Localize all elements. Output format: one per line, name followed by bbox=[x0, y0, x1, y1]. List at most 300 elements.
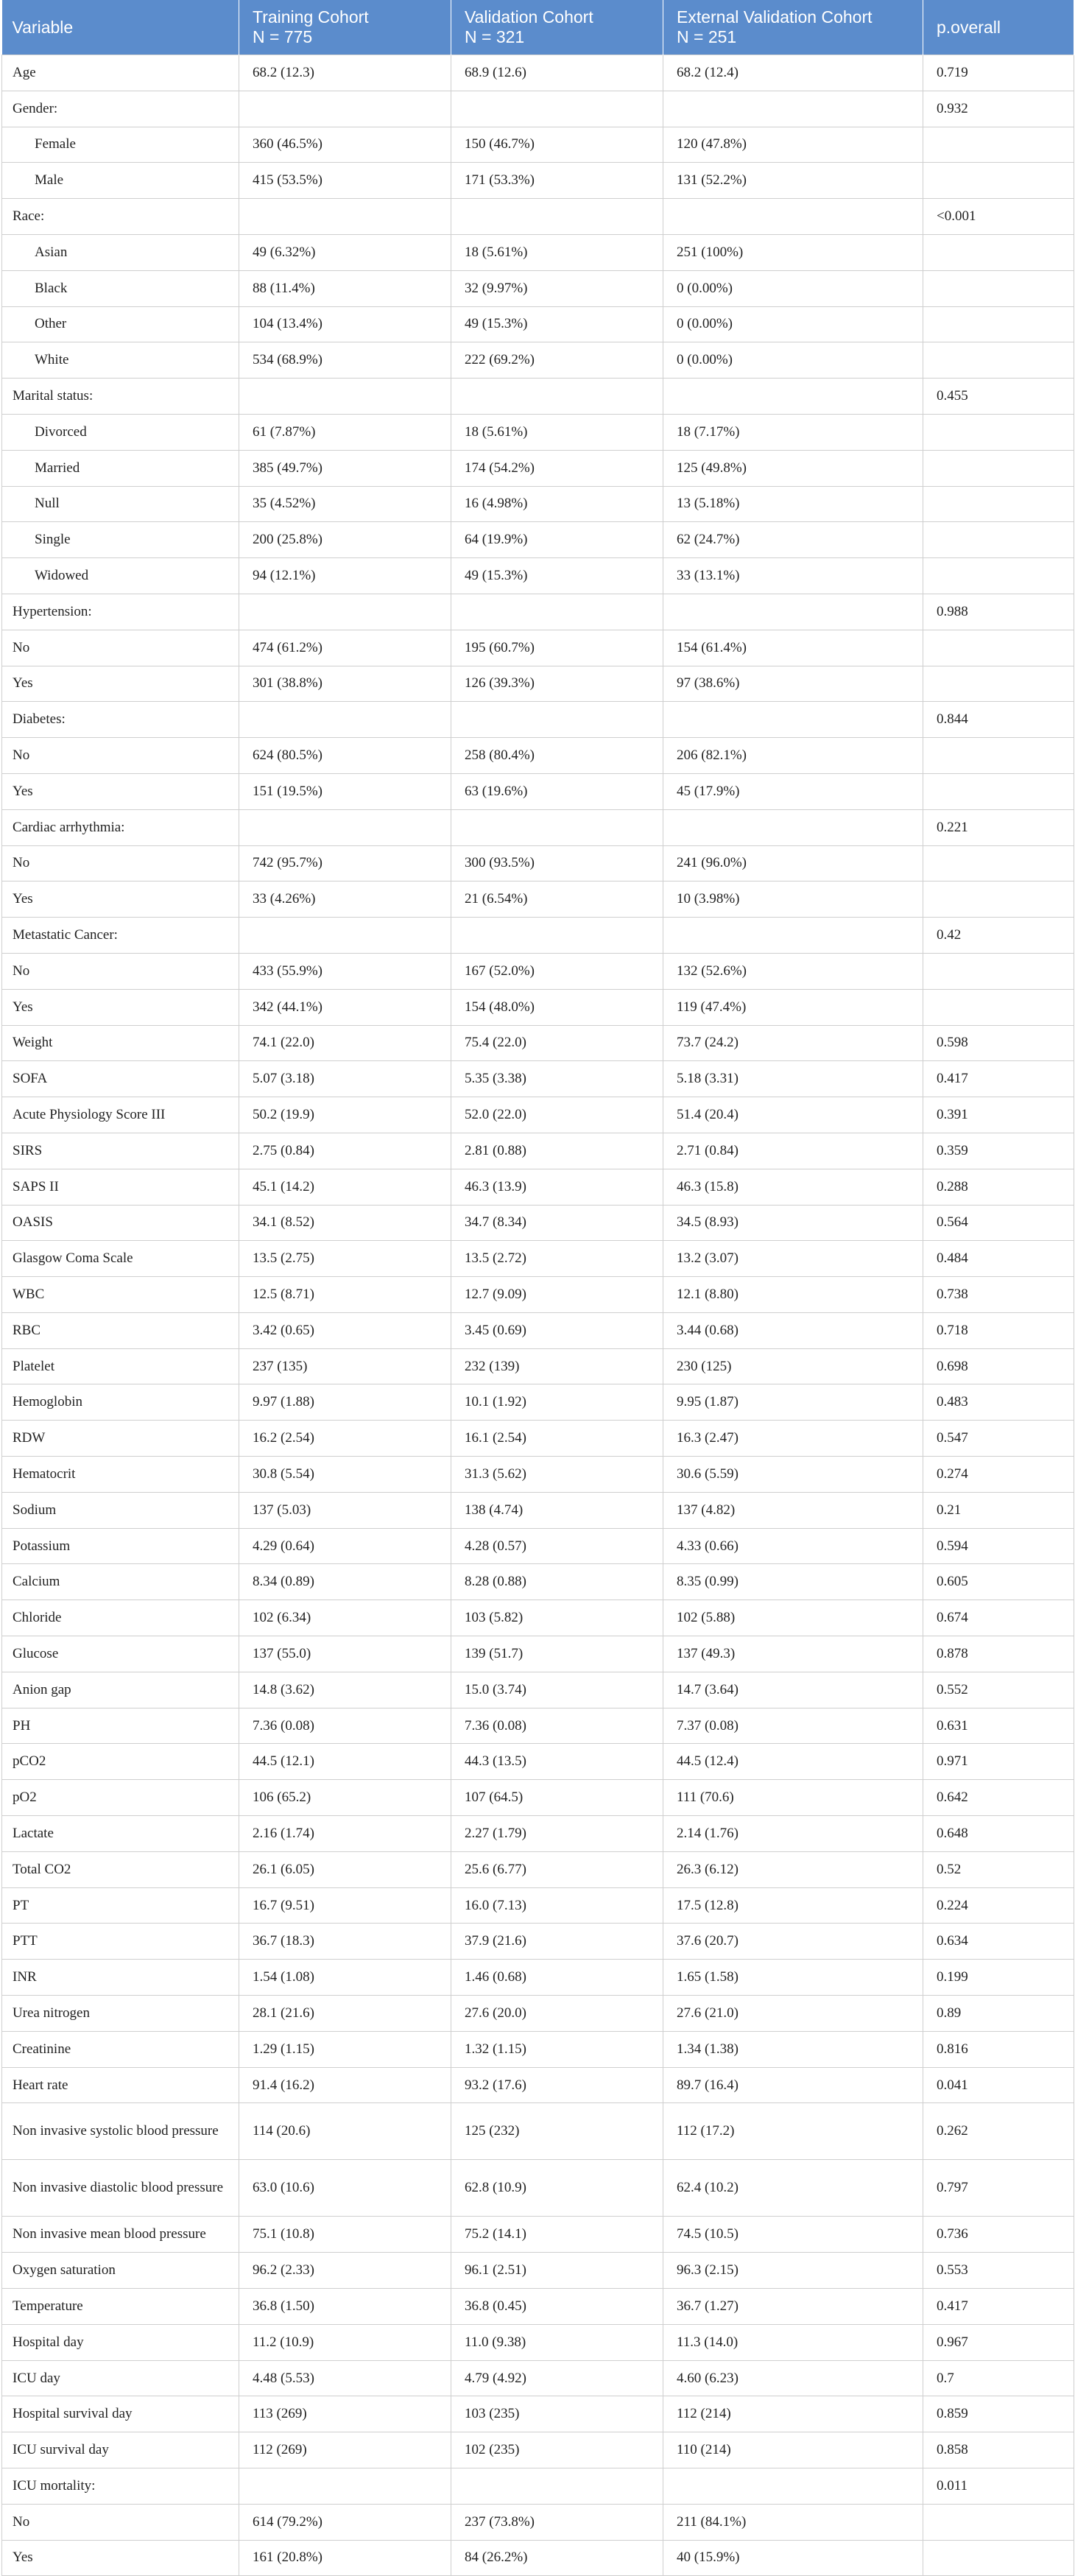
external-cell: 36.7 (1.27) bbox=[663, 2289, 923, 2325]
external-cell: 132 (52.6%) bbox=[663, 953, 923, 989]
variable-cell: Acute Physiology Score III bbox=[2, 1097, 239, 1133]
validation-cell: 36.8 (0.45) bbox=[451, 2289, 663, 2325]
p-value-cell: 0.598 bbox=[923, 1025, 1074, 1061]
p-value-cell bbox=[923, 630, 1074, 666]
external-cell: 251 (100%) bbox=[663, 234, 923, 270]
table-row bbox=[2, 486, 1074, 522]
p-value-cell bbox=[923, 486, 1074, 522]
training-cell bbox=[239, 918, 451, 954]
table-row bbox=[2, 1277, 1074, 1313]
training-cell: 14.8 (3.62) bbox=[239, 1672, 451, 1708]
p-value-cell: 0.858 bbox=[923, 2432, 1074, 2468]
p-value-cell: 0.21 bbox=[923, 1492, 1074, 1528]
validation-cell bbox=[451, 594, 663, 630]
p-value-cell: 0.455 bbox=[923, 379, 1074, 415]
table-row bbox=[2, 2324, 1074, 2360]
variable-cell: ICU survival day bbox=[2, 2432, 239, 2468]
table-row bbox=[2, 163, 1074, 199]
training-cell: 112 (269) bbox=[239, 2432, 451, 2468]
variable-cell: Single bbox=[2, 522, 239, 558]
variable-cell: Yes bbox=[2, 2540, 239, 2576]
external-cell: 3.44 (0.68) bbox=[663, 1312, 923, 1348]
table-row bbox=[2, 630, 1074, 666]
external-cell: 110 (214) bbox=[663, 2432, 923, 2468]
validation-cell: 167 (52.0%) bbox=[451, 953, 663, 989]
external-cell: 27.6 (21.0) bbox=[663, 1996, 923, 2032]
validation-cell: 1.32 (1.15) bbox=[451, 2031, 663, 2067]
table-row bbox=[2, 127, 1074, 163]
p-value-cell: 0.262 bbox=[923, 2103, 1074, 2160]
validation-cell: 300 (93.5%) bbox=[451, 845, 663, 881]
external-cell: 120 (47.8%) bbox=[663, 127, 923, 163]
training-cell: 49 (6.32%) bbox=[239, 234, 451, 270]
external-cell: 2.71 (0.84) bbox=[663, 1133, 923, 1169]
validation-cell: 171 (53.3%) bbox=[451, 163, 663, 199]
table-row bbox=[2, 1672, 1074, 1708]
external-cell: 73.7 (24.2) bbox=[663, 1025, 923, 1061]
variable-cell: pO2 bbox=[2, 1780, 239, 1816]
external-cell: 74.5 (10.5) bbox=[663, 2217, 923, 2253]
p-value-cell bbox=[923, 234, 1074, 270]
p-value-cell: 0.631 bbox=[923, 1708, 1074, 1744]
validation-cell bbox=[451, 379, 663, 415]
training-cell: 94 (12.1%) bbox=[239, 558, 451, 594]
external-cell: 68.2 (12.4) bbox=[663, 55, 923, 91]
validation-cell: 75.2 (14.1) bbox=[451, 2217, 663, 2253]
p-value-cell: 0.483 bbox=[923, 1384, 1074, 1421]
training-cell bbox=[239, 379, 451, 415]
validation-cell: 2.27 (1.79) bbox=[451, 1816, 663, 1852]
training-cell: 137 (5.03) bbox=[239, 1492, 451, 1528]
external-cell: 102 (5.88) bbox=[663, 1600, 923, 1636]
training-cell: 91.4 (16.2) bbox=[239, 2067, 451, 2103]
table-row bbox=[2, 55, 1074, 91]
table-row bbox=[2, 738, 1074, 774]
external-cell bbox=[663, 199, 923, 235]
training-cell bbox=[239, 199, 451, 235]
external-cell: 131 (52.2%) bbox=[663, 163, 923, 199]
training-cell bbox=[239, 91, 451, 127]
variable-cell: Male bbox=[2, 163, 239, 199]
p-value-cell: 0.288 bbox=[923, 1169, 1074, 1205]
variable-cell: Married bbox=[2, 450, 239, 486]
training-cell: 36.8 (1.50) bbox=[239, 2289, 451, 2325]
table-row bbox=[2, 1887, 1074, 1924]
validation-cell: 2.81 (0.88) bbox=[451, 1133, 663, 1169]
validation-cell: 25.6 (6.77) bbox=[451, 1851, 663, 1887]
p-value-cell: 0.648 bbox=[923, 1816, 1074, 1852]
table-row bbox=[2, 2504, 1074, 2540]
p-value-cell: 0.359 bbox=[923, 1133, 1074, 1169]
variable-cell: RBC bbox=[2, 1312, 239, 1348]
external-cell: 62.4 (10.2) bbox=[663, 2160, 923, 2217]
training-cell bbox=[239, 594, 451, 630]
table-row bbox=[2, 2432, 1074, 2468]
external-cell: 51.4 (20.4) bbox=[663, 1097, 923, 1133]
p-value-cell: 0.988 bbox=[923, 594, 1074, 630]
variable-cell: Heart rate bbox=[2, 2067, 239, 2103]
validation-cell: 8.28 (0.88) bbox=[451, 1564, 663, 1600]
external-cell: 206 (82.1%) bbox=[663, 738, 923, 774]
external-cell: 112 (214) bbox=[663, 2396, 923, 2432]
p-value-cell: 0.552 bbox=[923, 1672, 1074, 1708]
external-cell bbox=[663, 594, 923, 630]
p-value-cell: 0.594 bbox=[923, 1528, 1074, 1564]
variable-cell: Non invasive mean blood pressure bbox=[2, 2217, 239, 2253]
training-cell: 614 (79.2%) bbox=[239, 2504, 451, 2540]
p-value-cell: 0.274 bbox=[923, 1457, 1074, 1493]
variable-cell: Hemoglobin bbox=[2, 1384, 239, 1421]
p-value-cell bbox=[923, 163, 1074, 199]
variable-cell: Lactate bbox=[2, 1816, 239, 1852]
validation-cell: 138 (4.74) bbox=[451, 1492, 663, 1528]
validation-cell: 1.46 (0.68) bbox=[451, 1960, 663, 1996]
table-row bbox=[2, 522, 1074, 558]
table-row bbox=[2, 2031, 1074, 2067]
variable-cell: PH bbox=[2, 1708, 239, 1744]
validation-cell bbox=[451, 199, 663, 235]
table-row bbox=[2, 1744, 1074, 1780]
variable-cell: Other bbox=[2, 306, 239, 342]
p-value-cell bbox=[923, 989, 1074, 1025]
validation-cell: 64 (19.9%) bbox=[451, 522, 663, 558]
variable-cell: Glucose bbox=[2, 1636, 239, 1672]
table-row bbox=[2, 1636, 1074, 1672]
variable-cell: Glasgow Coma Scale bbox=[2, 1241, 239, 1277]
header-external-validation-cohort: External Validation Cohort N = 251 bbox=[663, 0, 923, 55]
variable-cell: Marital status: bbox=[2, 379, 239, 415]
validation-cell: 126 (39.3%) bbox=[451, 666, 663, 702]
validation-cell: 32 (9.97%) bbox=[451, 270, 663, 306]
training-cell: 114 (20.6) bbox=[239, 2103, 451, 2160]
training-cell bbox=[239, 809, 451, 845]
external-cell: 137 (49.3) bbox=[663, 1636, 923, 1672]
variable-cell: PT bbox=[2, 1887, 239, 1924]
validation-cell: 5.35 (3.38) bbox=[451, 1061, 663, 1097]
variable-cell: Non invasive systolic blood pressure bbox=[2, 2103, 239, 2160]
p-value-cell: 0.391 bbox=[923, 1097, 1074, 1133]
p-value-cell: 0.642 bbox=[923, 1780, 1074, 1816]
training-cell bbox=[239, 2468, 451, 2505]
training-cell: 742 (95.7%) bbox=[239, 845, 451, 881]
variable-cell: Anion gap bbox=[2, 1672, 239, 1708]
validation-cell bbox=[451, 2468, 663, 2505]
training-cell: 61 (7.87%) bbox=[239, 414, 451, 450]
p-value-cell bbox=[923, 450, 1074, 486]
p-value-cell: 0.859 bbox=[923, 2396, 1074, 2432]
table-row bbox=[2, 2217, 1074, 2253]
p-value-cell bbox=[923, 558, 1074, 594]
variable-cell: No bbox=[2, 953, 239, 989]
variable-cell: Black bbox=[2, 270, 239, 306]
training-cell: 7.36 (0.08) bbox=[239, 1708, 451, 1744]
p-value-cell: 0.878 bbox=[923, 1636, 1074, 1672]
training-cell: 360 (46.5%) bbox=[239, 127, 451, 163]
external-cell bbox=[663, 918, 923, 954]
variable-cell: pCO2 bbox=[2, 1744, 239, 1780]
table-row bbox=[2, 1312, 1074, 1348]
p-value-cell bbox=[923, 342, 1074, 379]
validation-cell: 31.3 (5.62) bbox=[451, 1457, 663, 1493]
p-value-cell: 0.605 bbox=[923, 1564, 1074, 1600]
validation-cell: 150 (46.7%) bbox=[451, 127, 663, 163]
training-cell: 474 (61.2%) bbox=[239, 630, 451, 666]
p-value-cell: <0.001 bbox=[923, 199, 1074, 235]
external-cell: 230 (125) bbox=[663, 1348, 923, 1384]
training-cell: 88 (11.4%) bbox=[239, 270, 451, 306]
external-cell: 125 (49.8%) bbox=[663, 450, 923, 486]
variable-cell: Widowed bbox=[2, 558, 239, 594]
p-value-cell bbox=[923, 127, 1074, 163]
training-cell: 16.2 (2.54) bbox=[239, 1421, 451, 1457]
variable-cell: Race: bbox=[2, 199, 239, 235]
training-cell bbox=[239, 702, 451, 738]
variable-cell: No bbox=[2, 2504, 239, 2540]
table-row bbox=[2, 450, 1074, 486]
external-cell: 137 (4.82) bbox=[663, 1492, 923, 1528]
table-row bbox=[2, 414, 1074, 450]
table-row bbox=[2, 1708, 1074, 1744]
variable-cell: Age bbox=[2, 55, 239, 91]
variable-cell: Cardiac arrhythmia: bbox=[2, 809, 239, 845]
p-value-cell: 0.738 bbox=[923, 1277, 1074, 1313]
validation-cell: 93.2 (17.6) bbox=[451, 2067, 663, 2103]
header-variable: Variable bbox=[2, 0, 239, 55]
validation-cell: 154 (48.0%) bbox=[451, 989, 663, 1025]
validation-cell: 4.28 (0.57) bbox=[451, 1528, 663, 1564]
p-value-cell: 0.816 bbox=[923, 2031, 1074, 2067]
p-value-cell bbox=[923, 414, 1074, 450]
p-value-cell: 0.89 bbox=[923, 1996, 1074, 2032]
p-value-cell: 0.932 bbox=[923, 91, 1074, 127]
table-row bbox=[2, 666, 1074, 702]
variable-cell: Hypertension: bbox=[2, 594, 239, 630]
table-row bbox=[2, 845, 1074, 881]
p-value-cell bbox=[923, 306, 1074, 342]
variable-cell: INR bbox=[2, 1960, 239, 1996]
table-row bbox=[2, 1816, 1074, 1852]
table-row bbox=[2, 1996, 1074, 2032]
external-cell: 0 (0.00%) bbox=[663, 342, 923, 379]
validation-cell: 49 (15.3%) bbox=[451, 306, 663, 342]
variable-cell: White bbox=[2, 342, 239, 379]
training-cell: 237 (135) bbox=[239, 1348, 451, 1384]
training-cell: 1.54 (1.08) bbox=[239, 1960, 451, 1996]
table-row bbox=[2, 234, 1074, 270]
table-row bbox=[2, 91, 1074, 127]
validation-cell: 258 (80.4%) bbox=[451, 738, 663, 774]
validation-cell: 34.7 (8.34) bbox=[451, 1205, 663, 1241]
variable-cell: Potassium bbox=[2, 1528, 239, 1564]
variable-cell: Chloride bbox=[2, 1600, 239, 1636]
table-row bbox=[2, 379, 1074, 415]
table-row bbox=[2, 1025, 1074, 1061]
validation-cell: 11.0 (9.38) bbox=[451, 2324, 663, 2360]
validation-cell: 237 (73.8%) bbox=[451, 2504, 663, 2540]
external-cell: 12.1 (8.80) bbox=[663, 1277, 923, 1313]
validation-cell: 52.0 (22.0) bbox=[451, 1097, 663, 1133]
training-cell: 2.75 (0.84) bbox=[239, 1133, 451, 1169]
p-value-cell bbox=[923, 845, 1074, 881]
external-cell bbox=[663, 2468, 923, 2505]
external-cell: 18 (7.17%) bbox=[663, 414, 923, 450]
table-row bbox=[2, 1600, 1074, 1636]
external-cell: 111 (70.6) bbox=[663, 1780, 923, 1816]
variable-cell: No bbox=[2, 738, 239, 774]
cohort-comparison-table bbox=[1, 0, 1074, 2576]
validation-cell: 18 (5.61%) bbox=[451, 414, 663, 450]
validation-cell: 7.36 (0.08) bbox=[451, 1708, 663, 1744]
table-row bbox=[2, 2067, 1074, 2103]
training-cell: 301 (38.8%) bbox=[239, 666, 451, 702]
external-cell: 46.3 (15.8) bbox=[663, 1169, 923, 1205]
p-value-cell: 0.736 bbox=[923, 2217, 1074, 2253]
external-cell: 13.2 (3.07) bbox=[663, 1241, 923, 1277]
table-row bbox=[2, 2103, 1074, 2160]
table-row bbox=[2, 1960, 1074, 1996]
validation-cell: 16 (4.98%) bbox=[451, 486, 663, 522]
external-cell: 9.95 (1.87) bbox=[663, 1384, 923, 1421]
table-row bbox=[2, 2160, 1074, 2217]
training-cell: 36.7 (18.3) bbox=[239, 1924, 451, 1960]
external-cell: 16.3 (2.47) bbox=[663, 1421, 923, 1457]
training-cell: 102 (6.34) bbox=[239, 1600, 451, 1636]
external-cell: 34.5 (8.93) bbox=[663, 1205, 923, 1241]
training-cell: 12.5 (8.71) bbox=[239, 1277, 451, 1313]
table-row bbox=[2, 2468, 1074, 2505]
validation-cell: 15.0 (3.74) bbox=[451, 1672, 663, 1708]
table-header-row bbox=[2, 0, 1074, 55]
validation-cell: 84 (26.2%) bbox=[451, 2540, 663, 2576]
table-row bbox=[2, 1061, 1074, 1097]
validation-cell: 4.79 (4.92) bbox=[451, 2360, 663, 2396]
table-row bbox=[2, 989, 1074, 1025]
training-cell: 534 (68.9%) bbox=[239, 342, 451, 379]
variable-cell: Temperature bbox=[2, 2289, 239, 2325]
external-cell: 62 (24.7%) bbox=[663, 522, 923, 558]
training-cell: 1.29 (1.15) bbox=[239, 2031, 451, 2067]
validation-cell: 18 (5.61%) bbox=[451, 234, 663, 270]
external-cell: 33 (13.1%) bbox=[663, 558, 923, 594]
table-row bbox=[2, 1133, 1074, 1169]
table-row bbox=[2, 1384, 1074, 1421]
variable-cell: No bbox=[2, 845, 239, 881]
training-cell: 8.34 (0.89) bbox=[239, 1564, 451, 1600]
external-cell: 119 (47.4%) bbox=[663, 989, 923, 1025]
validation-cell: 103 (5.82) bbox=[451, 1600, 663, 1636]
validation-cell: 102 (235) bbox=[451, 2432, 663, 2468]
variable-cell: Yes bbox=[2, 989, 239, 1025]
variable-cell: Oxygen saturation bbox=[2, 2253, 239, 2289]
table-row bbox=[2, 306, 1074, 342]
external-cell: 14.7 (3.64) bbox=[663, 1672, 923, 1708]
p-value-cell: 0.967 bbox=[923, 2324, 1074, 2360]
validation-cell bbox=[451, 702, 663, 738]
p-value-cell: 0.199 bbox=[923, 1960, 1074, 1996]
training-cell: 433 (55.9%) bbox=[239, 953, 451, 989]
external-cell: 17.5 (12.8) bbox=[663, 1887, 923, 1924]
validation-cell: 103 (235) bbox=[451, 2396, 663, 2432]
validation-cell: 139 (51.7) bbox=[451, 1636, 663, 1672]
table-row bbox=[2, 1421, 1074, 1457]
training-cell: 4.29 (0.64) bbox=[239, 1528, 451, 1564]
validation-cell: 46.3 (13.9) bbox=[451, 1169, 663, 1205]
validation-cell bbox=[451, 91, 663, 127]
external-cell: 37.6 (20.7) bbox=[663, 1924, 923, 1960]
table-row bbox=[2, 1851, 1074, 1887]
variable-cell: ICU mortality: bbox=[2, 2468, 239, 2505]
variable-cell: SOFA bbox=[2, 1061, 239, 1097]
table-row bbox=[2, 558, 1074, 594]
table-row bbox=[2, 1564, 1074, 1600]
variable-cell: SAPS II bbox=[2, 1169, 239, 1205]
external-cell: 154 (61.4%) bbox=[663, 630, 923, 666]
variable-cell: RDW bbox=[2, 1421, 239, 1457]
training-cell: 137 (55.0) bbox=[239, 1636, 451, 1672]
validation-cell: 49 (15.3%) bbox=[451, 558, 663, 594]
external-cell: 89.7 (16.4) bbox=[663, 2067, 923, 2103]
training-cell: 415 (53.5%) bbox=[239, 163, 451, 199]
validation-cell: 16.1 (2.54) bbox=[451, 1421, 663, 1457]
table-row bbox=[2, 1169, 1074, 1205]
variable-cell: Divorced bbox=[2, 414, 239, 450]
validation-cell: 63 (19.6%) bbox=[451, 773, 663, 809]
p-value-cell: 0.011 bbox=[923, 2468, 1074, 2505]
validation-cell: 107 (64.5) bbox=[451, 1780, 663, 1816]
external-cell: 0 (0.00%) bbox=[663, 306, 923, 342]
p-value-cell bbox=[923, 773, 1074, 809]
validation-cell: 44.3 (13.5) bbox=[451, 1744, 663, 1780]
training-cell: 11.2 (10.9) bbox=[239, 2324, 451, 2360]
p-value-cell: 0.484 bbox=[923, 1241, 1074, 1277]
validation-cell bbox=[451, 918, 663, 954]
training-cell: 44.5 (12.1) bbox=[239, 1744, 451, 1780]
variable-cell: No bbox=[2, 630, 239, 666]
training-cell: 74.1 (22.0) bbox=[239, 1025, 451, 1061]
table-row bbox=[2, 2396, 1074, 2432]
validation-cell: 16.0 (7.13) bbox=[451, 1887, 663, 1924]
p-value-cell: 0.553 bbox=[923, 2253, 1074, 2289]
p-value-cell: 0.797 bbox=[923, 2160, 1074, 2217]
training-cell: 151 (19.5%) bbox=[239, 773, 451, 809]
p-value-cell: 0.634 bbox=[923, 1924, 1074, 1960]
external-cell: 112 (17.2) bbox=[663, 2103, 923, 2160]
training-cell: 45.1 (14.2) bbox=[239, 1169, 451, 1205]
variable-cell: Metastatic Cancer: bbox=[2, 918, 239, 954]
p-value-cell: 0.674 bbox=[923, 1600, 1074, 1636]
training-cell: 75.1 (10.8) bbox=[239, 2217, 451, 2253]
table-row bbox=[2, 1492, 1074, 1528]
p-value-cell: 0.844 bbox=[923, 702, 1074, 738]
validation-cell: 96.1 (2.51) bbox=[451, 2253, 663, 2289]
external-cell: 7.37 (0.08) bbox=[663, 1708, 923, 1744]
external-cell bbox=[663, 91, 923, 127]
table-row bbox=[2, 1528, 1074, 1564]
table-row bbox=[2, 2253, 1074, 2289]
validation-cell: 68.9 (12.6) bbox=[451, 55, 663, 91]
variable-cell: PTT bbox=[2, 1924, 239, 1960]
validation-cell: 174 (54.2%) bbox=[451, 450, 663, 486]
table-row bbox=[2, 2360, 1074, 2396]
training-cell: 26.1 (6.05) bbox=[239, 1851, 451, 1887]
external-cell: 211 (84.1%) bbox=[663, 2504, 923, 2540]
external-cell: 4.33 (0.66) bbox=[663, 1528, 923, 1564]
p-value-cell: 0.417 bbox=[923, 1061, 1074, 1097]
external-cell: 30.6 (5.59) bbox=[663, 1457, 923, 1493]
variable-cell: SIRS bbox=[2, 1133, 239, 1169]
table-row bbox=[2, 2289, 1074, 2325]
validation-cell: 195 (60.7%) bbox=[451, 630, 663, 666]
